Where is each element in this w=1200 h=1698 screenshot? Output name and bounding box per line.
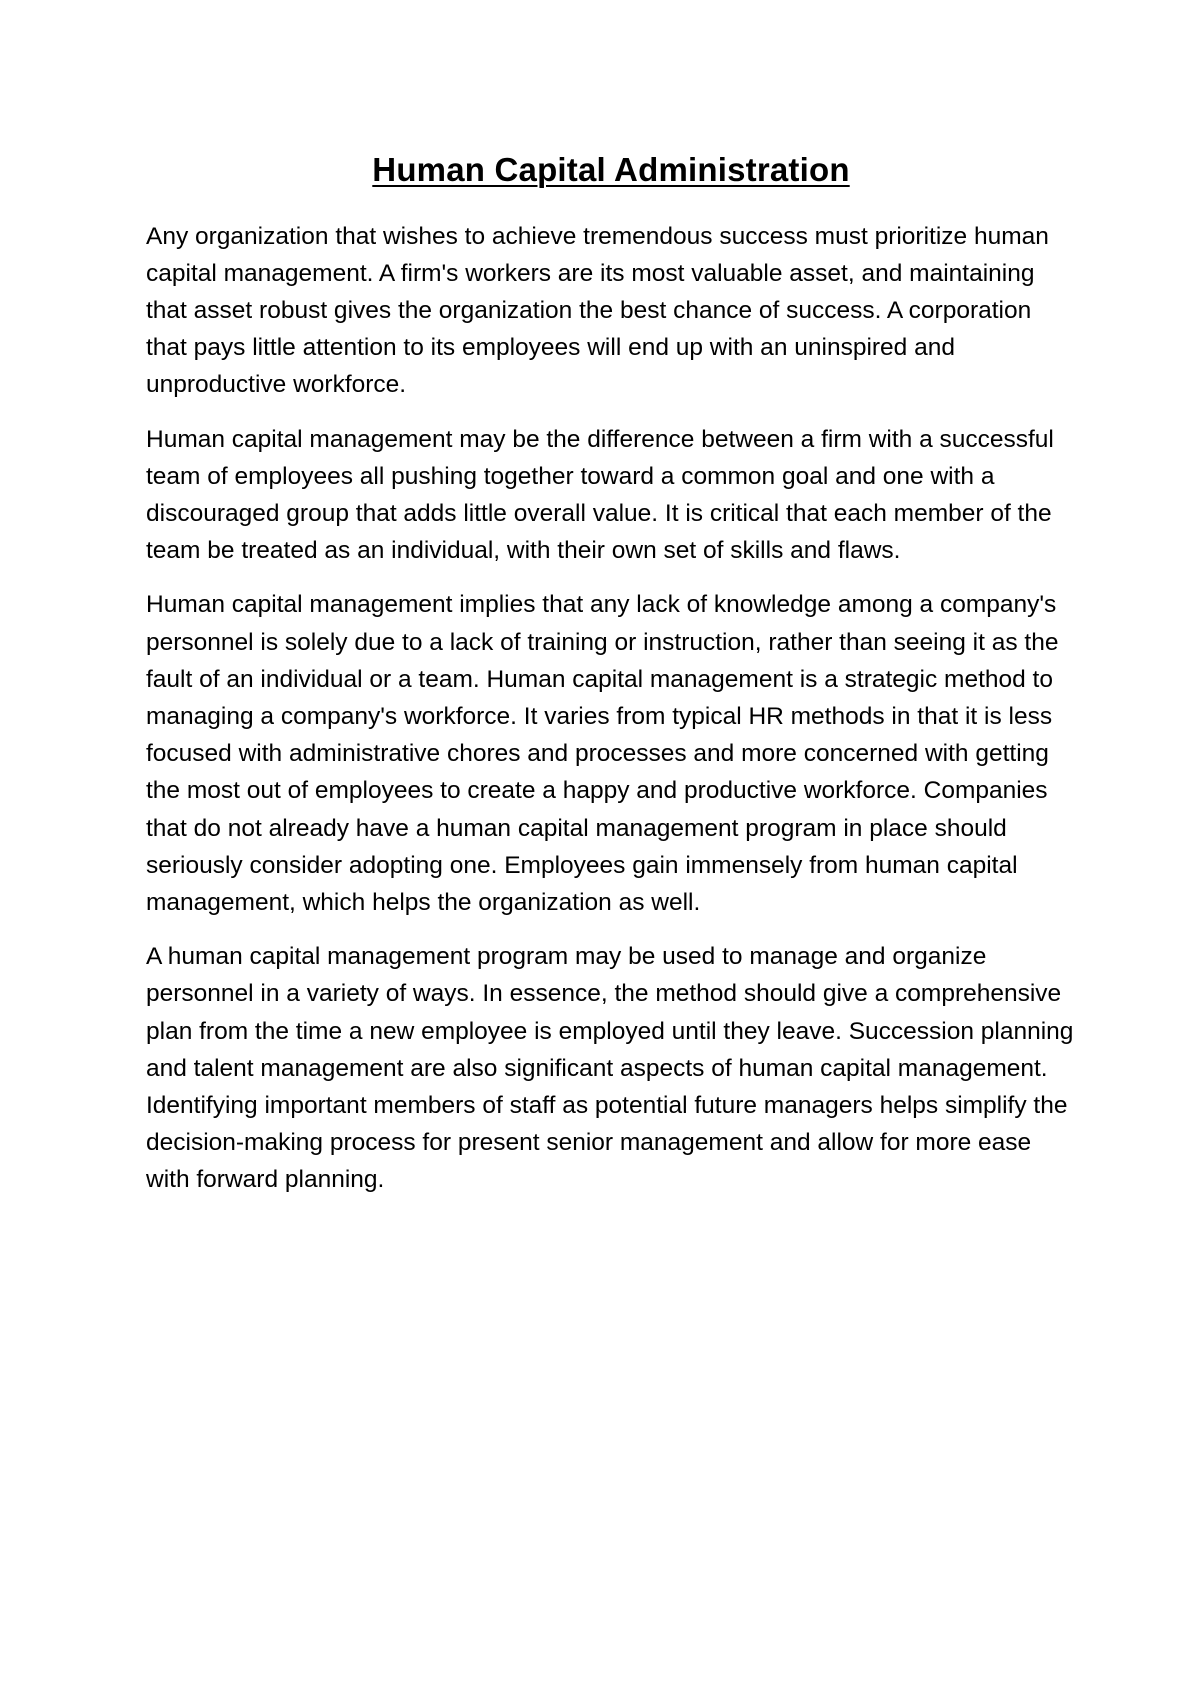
paragraph-4: A human capital management program may be used to manage and organize personnel in a variety of ways. In essence, the method should give a comprehensive plan from the time a new employee is employed until they leave. Succession planning and talent management are also significant aspects of human capital management. Identifying important members of staff as potential future managers helps simplify the decision-making process for present senior management and allow for more ease with forward planning. <box>146 943 1074 1194</box>
document-body <box>146 150 1076 1216</box>
document-title: Human Capital Administration <box>372 151 850 188</box>
paragraph-2: Human capital management may be the difference between a firm with a successful team of employees all pushing together toward a common goal and one with a discouraged group that adds little overall value. It is critical that each member of the team be treated as an individual, with their own set of skills and flaws. <box>146 425 1054 565</box>
paragraph-1: Any organization that wishes to achieve tremendous success must prioritize human capital management. A firm's workers are its most valuable asset, and maintaining that asset robust gives the organization the best chance of success. A corporation that pays little attention to its employees will end up with an uninspired and unproductive workforce. <box>146 222 1049 399</box>
paragraph-3: Human capital management implies that any lack of knowledge among a company's personnel is solely due to a lack of training or instruction, rather than seeing it as the fault of an individual or a team. Human capital management is a strategic method to managing a company's workforce. It varies from typical HR methods in that it is less focused with administrative chores and processes and more concerned with getting the most out of employees to create a happy and productive workforce. Companies that do not already have a human capital management program in place should seriously consider adopting one. Employees gain immensely from human capital management, which helps the organization as well. <box>146 591 1059 917</box>
